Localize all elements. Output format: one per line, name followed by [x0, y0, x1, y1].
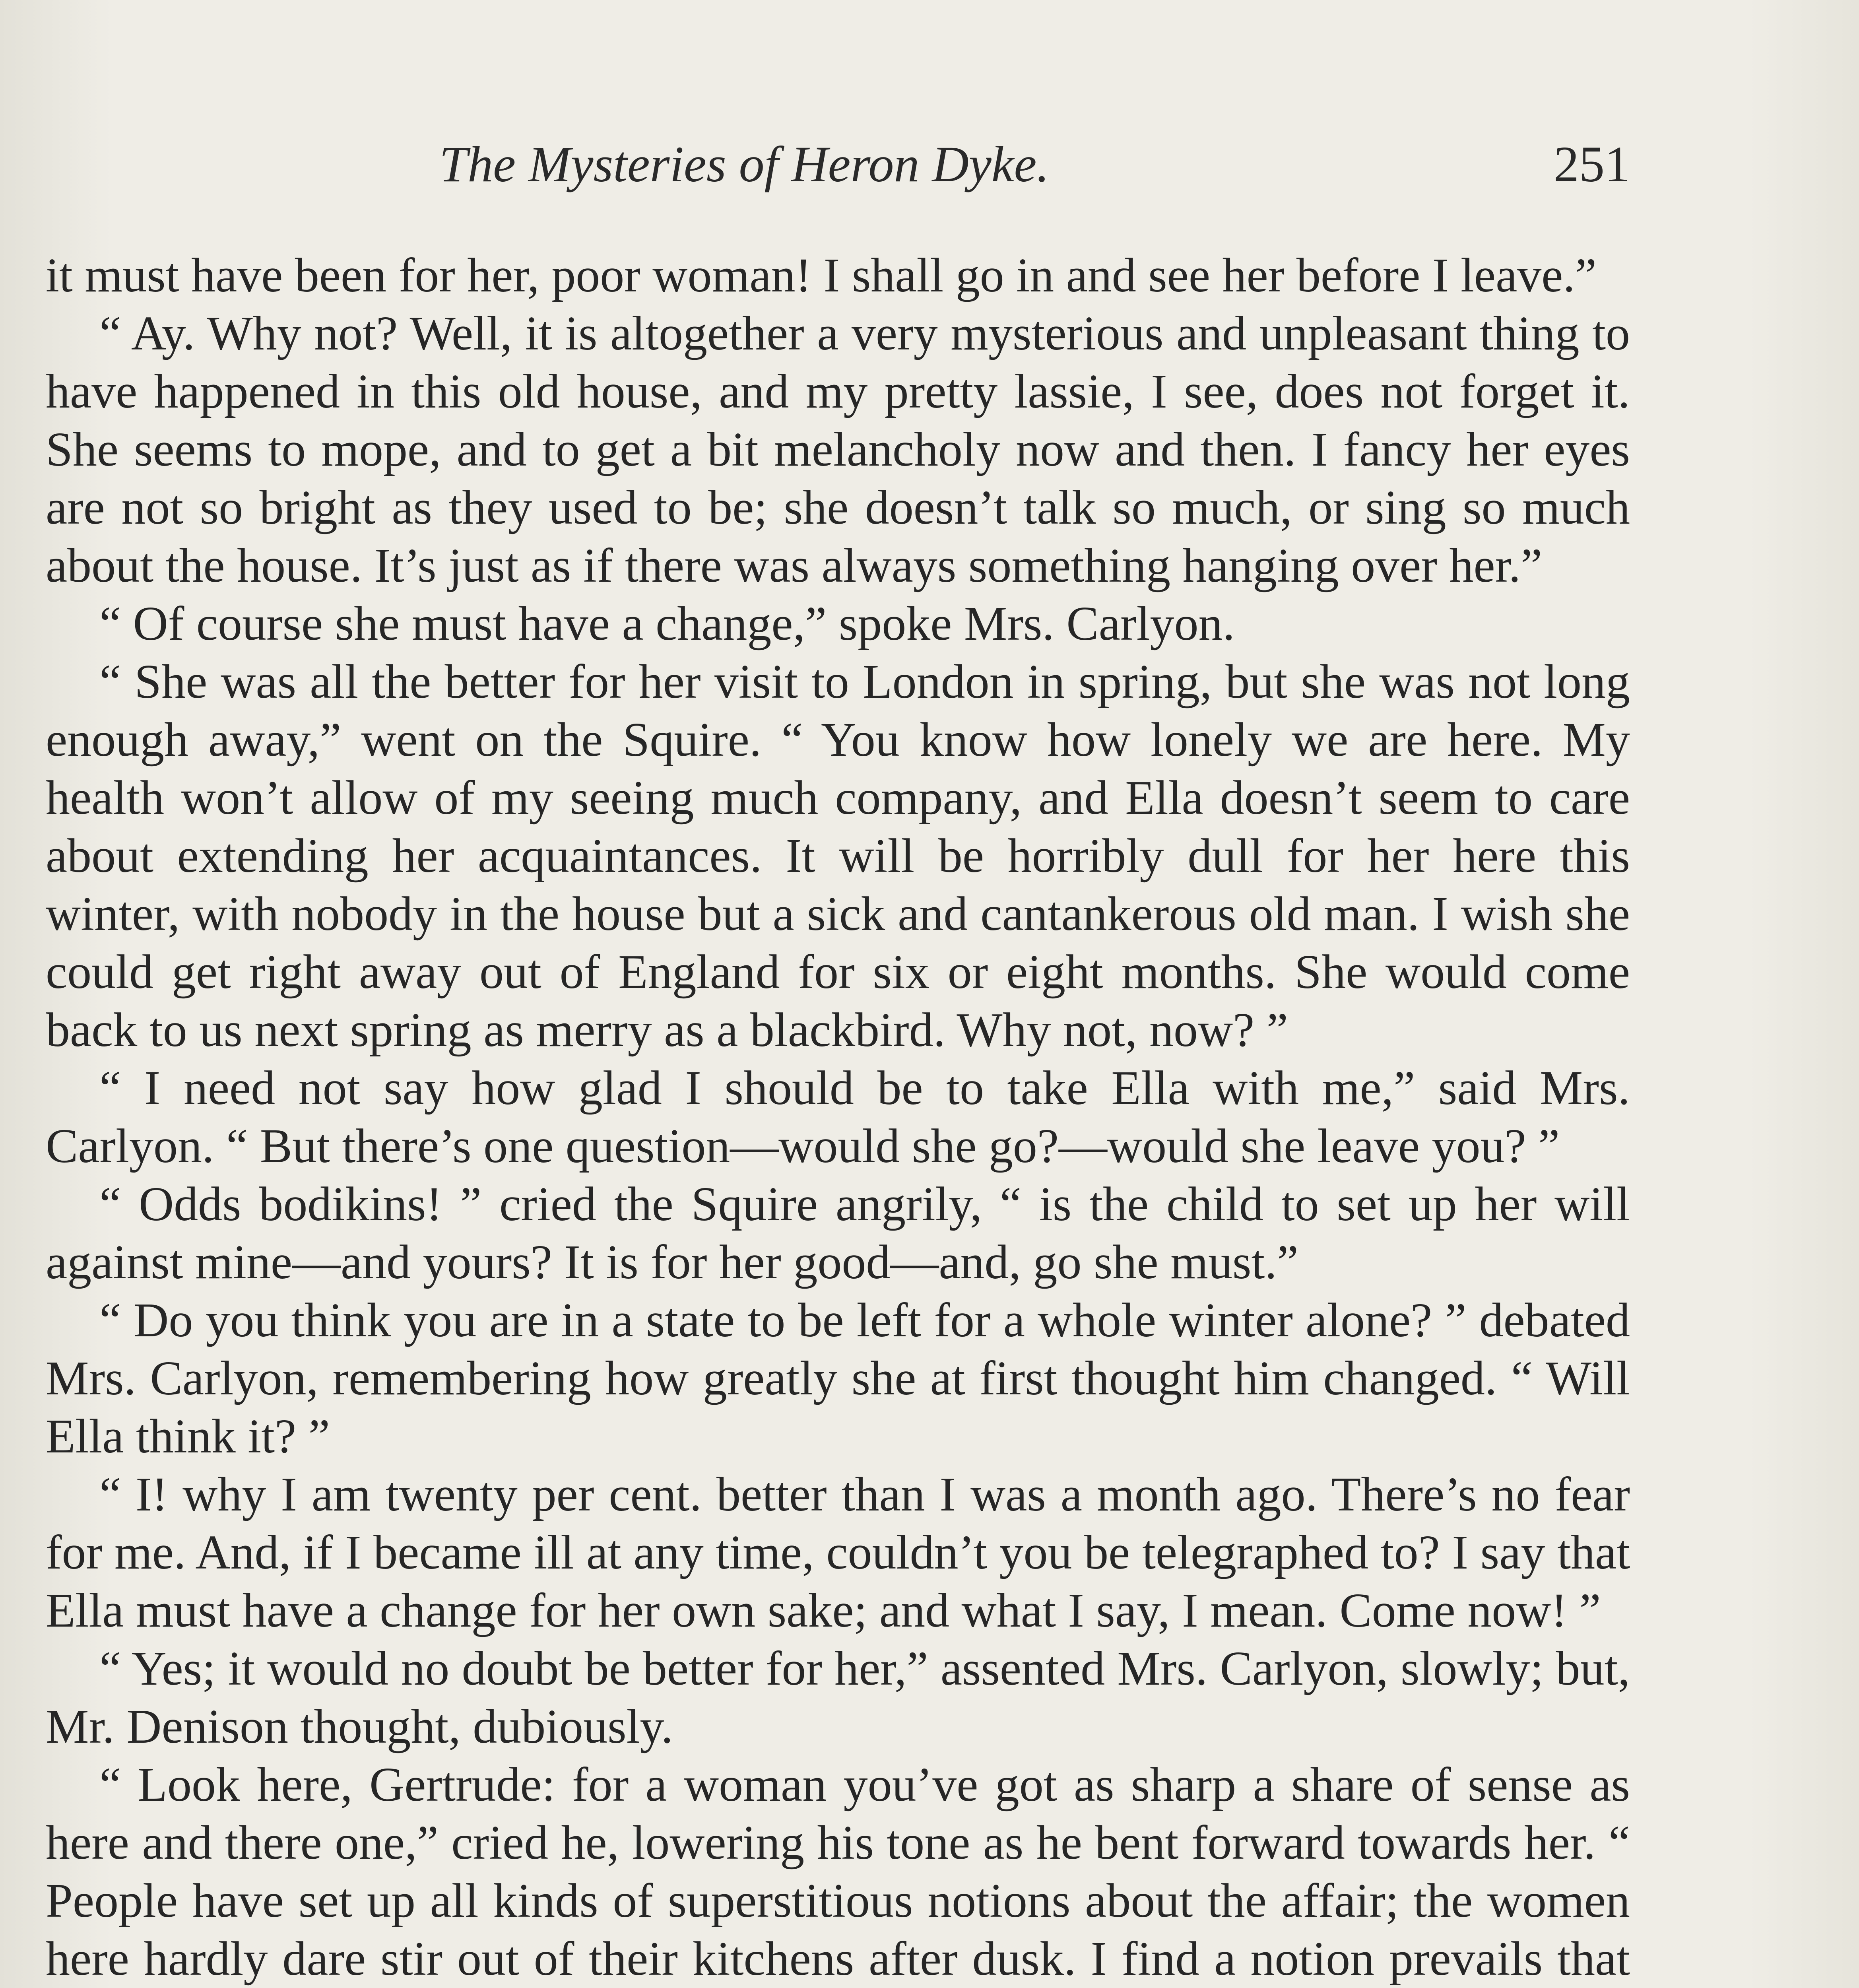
paragraph: “ Of course she must have a change,” spoke Mrs. Carlyon. [99, 597, 1235, 650]
paragraph: “ I! why I am twenty per cent. better than I was a month ago. There’s no fear for me. And, if I became ill at any time, couldn’t you be telegraphed to? I say that Ella must have a change for her own sake; and what I say, I mean. Come now! ” [46, 1468, 1630, 1637]
page-number: 251 [1554, 136, 1630, 192]
body-text [46, 247, 1630, 1988]
paragraph: “ She was all the better for her visit to London in spring, but she was not long enough away,” went on the Squire. “ You know how lonely we are here. My health won’t allow of my seeing much company, and Ella doesn’t seem to care about extending her acquaintances. It will be horribly dull for her here this winter, with nobody in the house but a sick and cantankerous old man. I wish she could get right away out of England for six or eight months. She would come back to us next spring as merry as a blackbird. Why not, now? ” [46, 655, 1630, 1057]
paragraph: “ Yes; it would no doubt be better for her,” assented Mrs. Carlyon, slowly; but, Mr. Denison thought, dubiously. [46, 1642, 1630, 1753]
paragraph: “ Look here, Gertrude: for a woman you’ve got as sharp a share of sense as here and there one,” cried he, lowering his tone as he bent forward towards her. “ People have set up all kinds of superstitious notions about the affair; the women here hardly dare stir out of their kitchens after dusk. I find a notion prevails that [46, 1758, 1630, 1986]
paragraph: it must have been for her, poor woman! I shall go in and see her before I leave.” [46, 248, 1597, 302]
paragraph: “ Ay. Why not? Well, it is altogether a very mysterious and unpleasant thing to have happened in this old house, and my pretty lassie, I see, does not forget it. She seems to mope, and to get a bit melancholy now and then. I fancy her eyes are not so bright as they used to be; she doesn’t talk so much, or sing so much about the house. It’s just as if there was always something hanging over her.” [46, 307, 1630, 592]
paragraph: “ Odds bodikins! ” cried the Squire angrily, “ is the child to set up her will against mine—and yours? It is for her good—and, go she must.” [46, 1177, 1630, 1289]
running-title: The Mysteries of Heron Dyke. [439, 136, 1050, 192]
page-header [46, 135, 1630, 195]
paragraph: “ I need not say how glad I should be to take Ella with me,” said Mrs. Carlyon. “ But there’s one question—would she go?—would she leave you? ” [46, 1061, 1630, 1173]
paragraph: “ Do you think you are in a state to be left for a whole winter alone? ” debated Mrs. Carlyon, remembering how greatly she at first thought him changed. “ Will Ella think it? ” [46, 1293, 1630, 1463]
